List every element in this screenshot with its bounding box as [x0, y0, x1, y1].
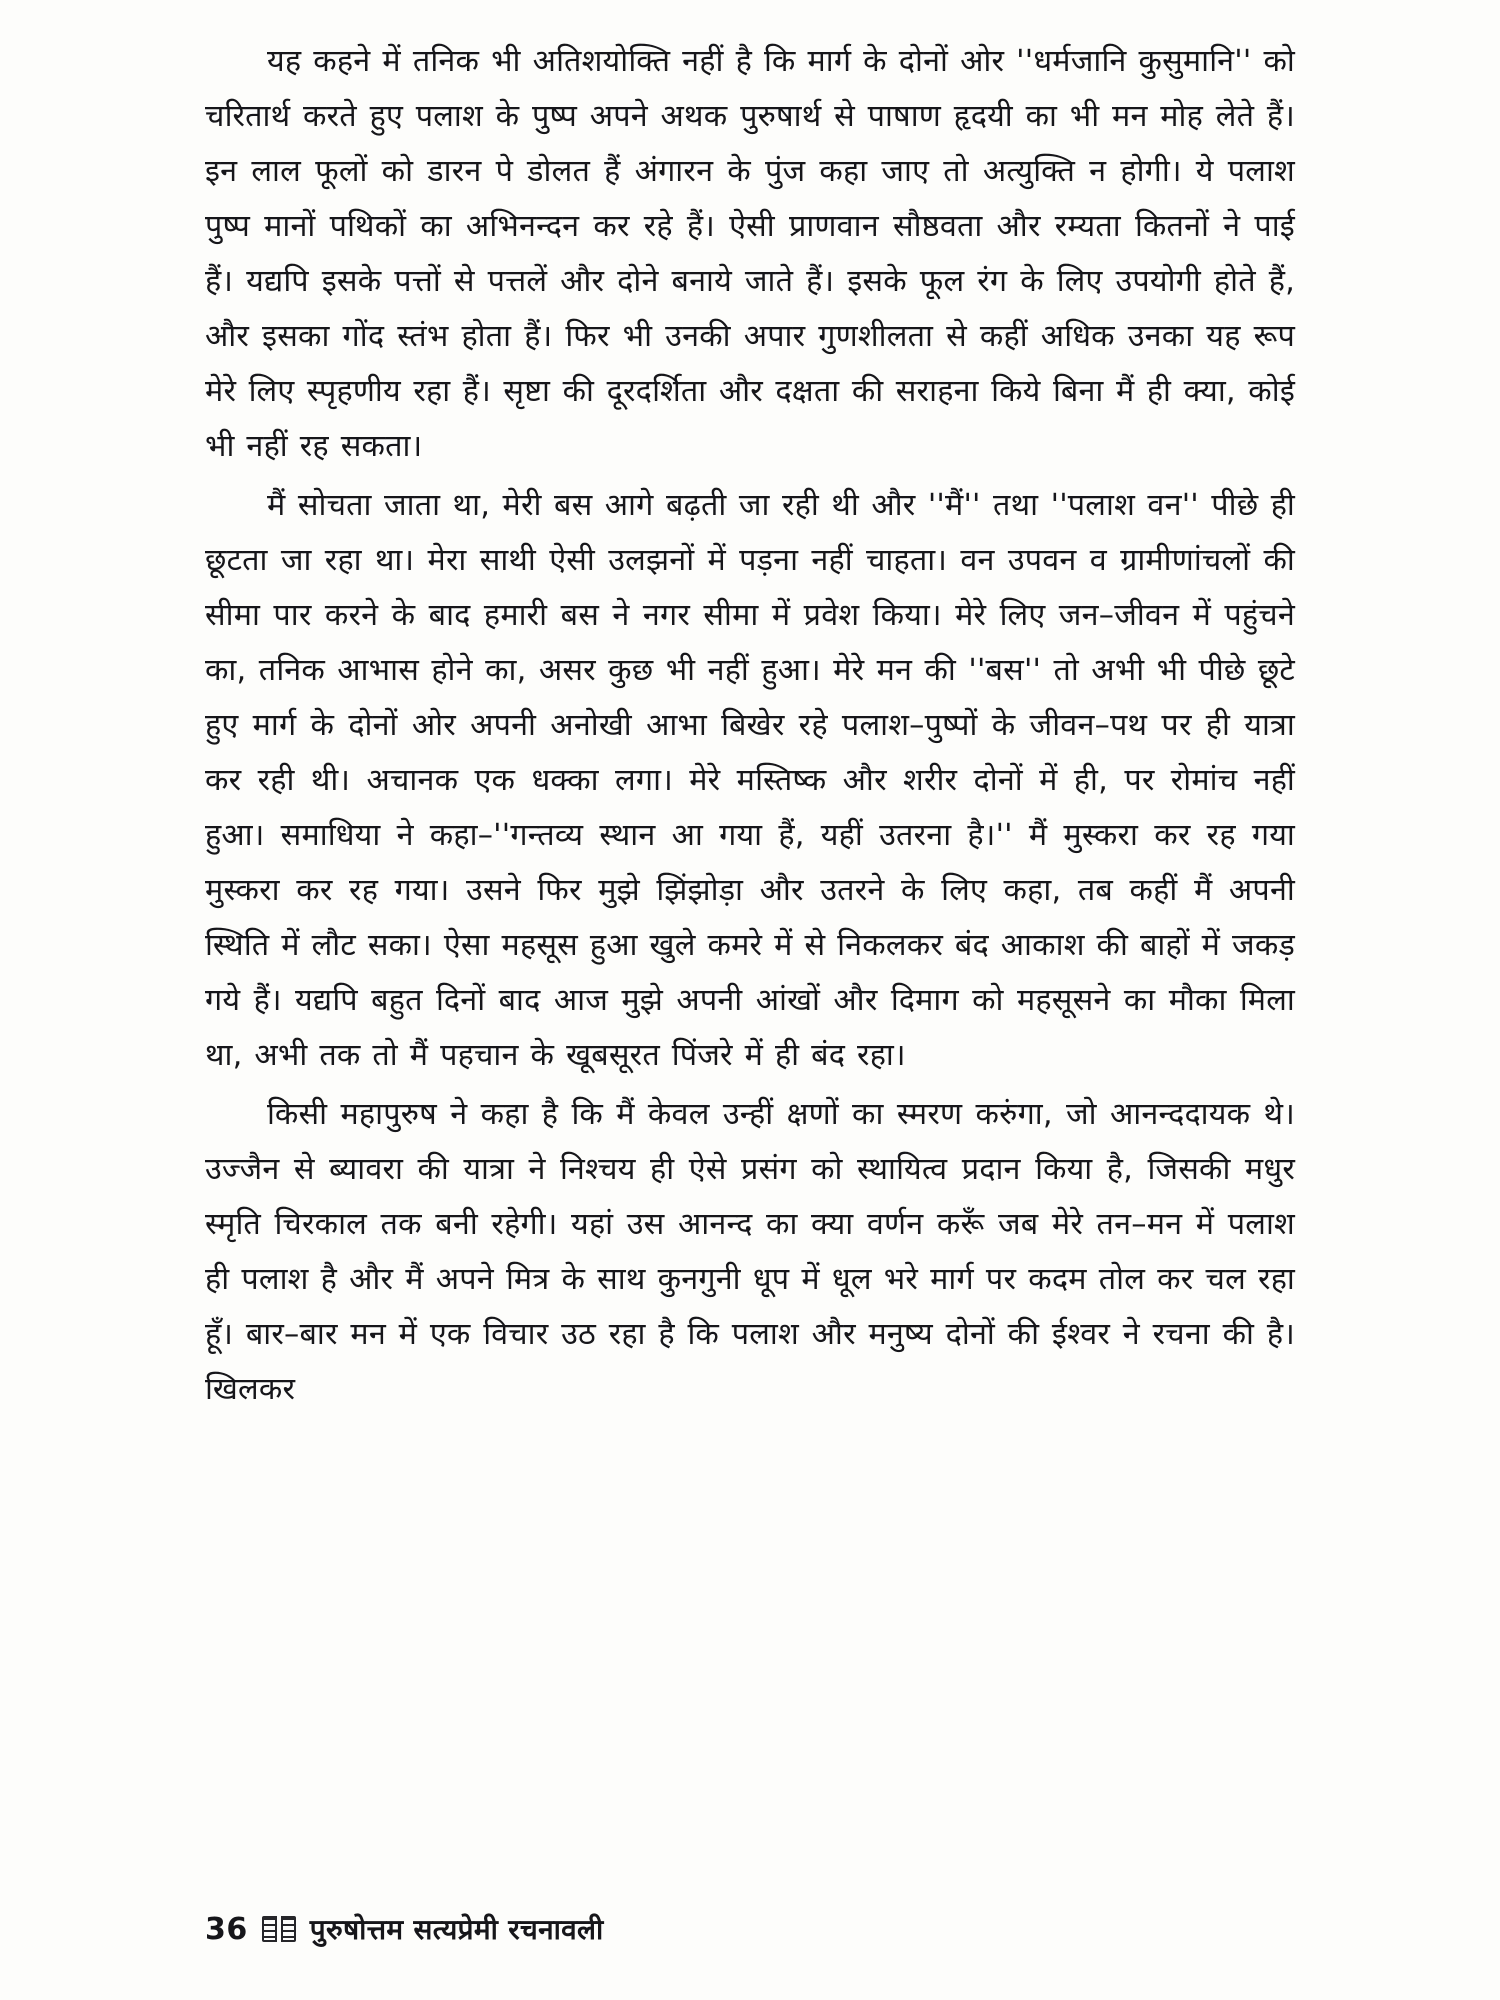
paragraph: मैं सोचता जाता था, मेरी बस आगे बढ़ती जा रही थी और ''मैं'' तथा ''पलाश वन'' पीछे ही छूटता जा रहा था। मेरा साथी ऐसी उलझनों में पड़ना नहीं चाहता। वन उपवन व ग्रामीणांचलों की सीमा पार करने के बाद हमारी बस ने नगर सीमा में प्रवेश किया। मेरे लिए जन–जीवन में पहुंचने का, तनिक आभास होने का, असर कुछ भी नहीं हुआ। मेरे मन की ''बस'' तो अभी भी पीछे छूटे हुए मार्ग के दोनों ओर अपनी अनोखी आभा बिखेर रहे पलाश–पुष्पों के जीवन–पथ पर ही यात्रा कर रही थी। अचानक एक धक्का लगा। मेरे मस्तिष्क और शरीर दोनों में ही, पर रोमांच नहीं हुआ। समाधिया ने कहा–''गन्तव्य स्थान आ गया हैं, यहीं उतरना है।'' मैं मुस्करा कर रह गया मुस्करा कर रह गया। उसने फिर मुझे झिंझोड़ा और उतरने के लिए कहा, तब कहीं मैं अपनी स्थिति में लौट सका। ऐसा महसूस हुआ खुले कमरे में से निकलकर बंद आकाश की बाहों में जकड़ गये हैं। यद्यपि बहुत दिनों बाद आज मुझे अपनी आंखों और दिमाग को महसूसने का मौका मिला था, अभी तक तो मैं पहचान के खूबसूरत पिंजरे में ही बंद रहा। [205, 488, 1295, 1073]
paragraph: किसी महापुरुष ने कहा है कि मैं केवल उन्हीं क्षणों का स्मरण करुंगा, जो आनन्ददायक थे। उज्जैन से ब्यावरा की यात्रा ने निश्चय ही ऐसे प्रसंग को स्थायित्व प्रदान किया है, जिसकी मधुर स्मृति चिरकाल तक बनी रहेगी। यहां उस आनन्द का क्या वर्णन करूँ जब मेरे तन–मन में पलाश ही पलाश है और मैं अपने मित्र के साथ कुनगुनी धूप में धूल भरे मार्ग पर कदम तोल कर चल रहा हूँ। बार–बार मन में एक विचार उठ रहा है कि पलाश और मनुष्य दोनों की ईश्वर ने रचना की है। खिलकर [205, 1097, 1295, 1407]
paragraph: यह कहने में तनिक भी अतिशयोक्ति नहीं है कि मार्ग के दोनों ओर ''धर्मजानि कुसुमानि'' को चरितार्थ करते हुए पलाश के पुष्प अपने अथक पुरुषार्थ से पाषाण हृदयी का भी मन मोह लेते हैं। इन लाल फूलों को डारन पे डोलत हैं अंगारन के पुंज कहा जाए तो अत्युक्ति न होगी। ये पलाश पुष्प मानों पथिकों का अभिनन्दन कर रहे हैं। ऐसी प्राणवान सौष्ठवता और रम्यता कितनों ने पाई हैं। यद्यपि इसके पत्तों से पत्तलें और दोने बनाये जाते हैं। इसके फूल रंग के लिए उपयोगी होते हैं, और इसका गोंद स्तंभ होता हैं। फिर भी उनकी अपार गुणशीलता से कहीं अधिक उनका यह रूप मेरे लिए स्पृहणीय रहा हैं। सृष्टा की दूरदर्शिता और दक्षता की सराहना किये बिना मैं ही क्या, कोई भी नहीं रह सकता। [205, 44, 1295, 464]
page-footer [205, 1910, 604, 1948]
page-number: 36 [205, 1911, 248, 1947]
open-book-icon [262, 1916, 296, 1942]
book-title: पुरुषोत्तम सत्यप्रेमी रचनावली [309, 1913, 604, 1946]
page-body-text [205, 34, 1295, 1417]
